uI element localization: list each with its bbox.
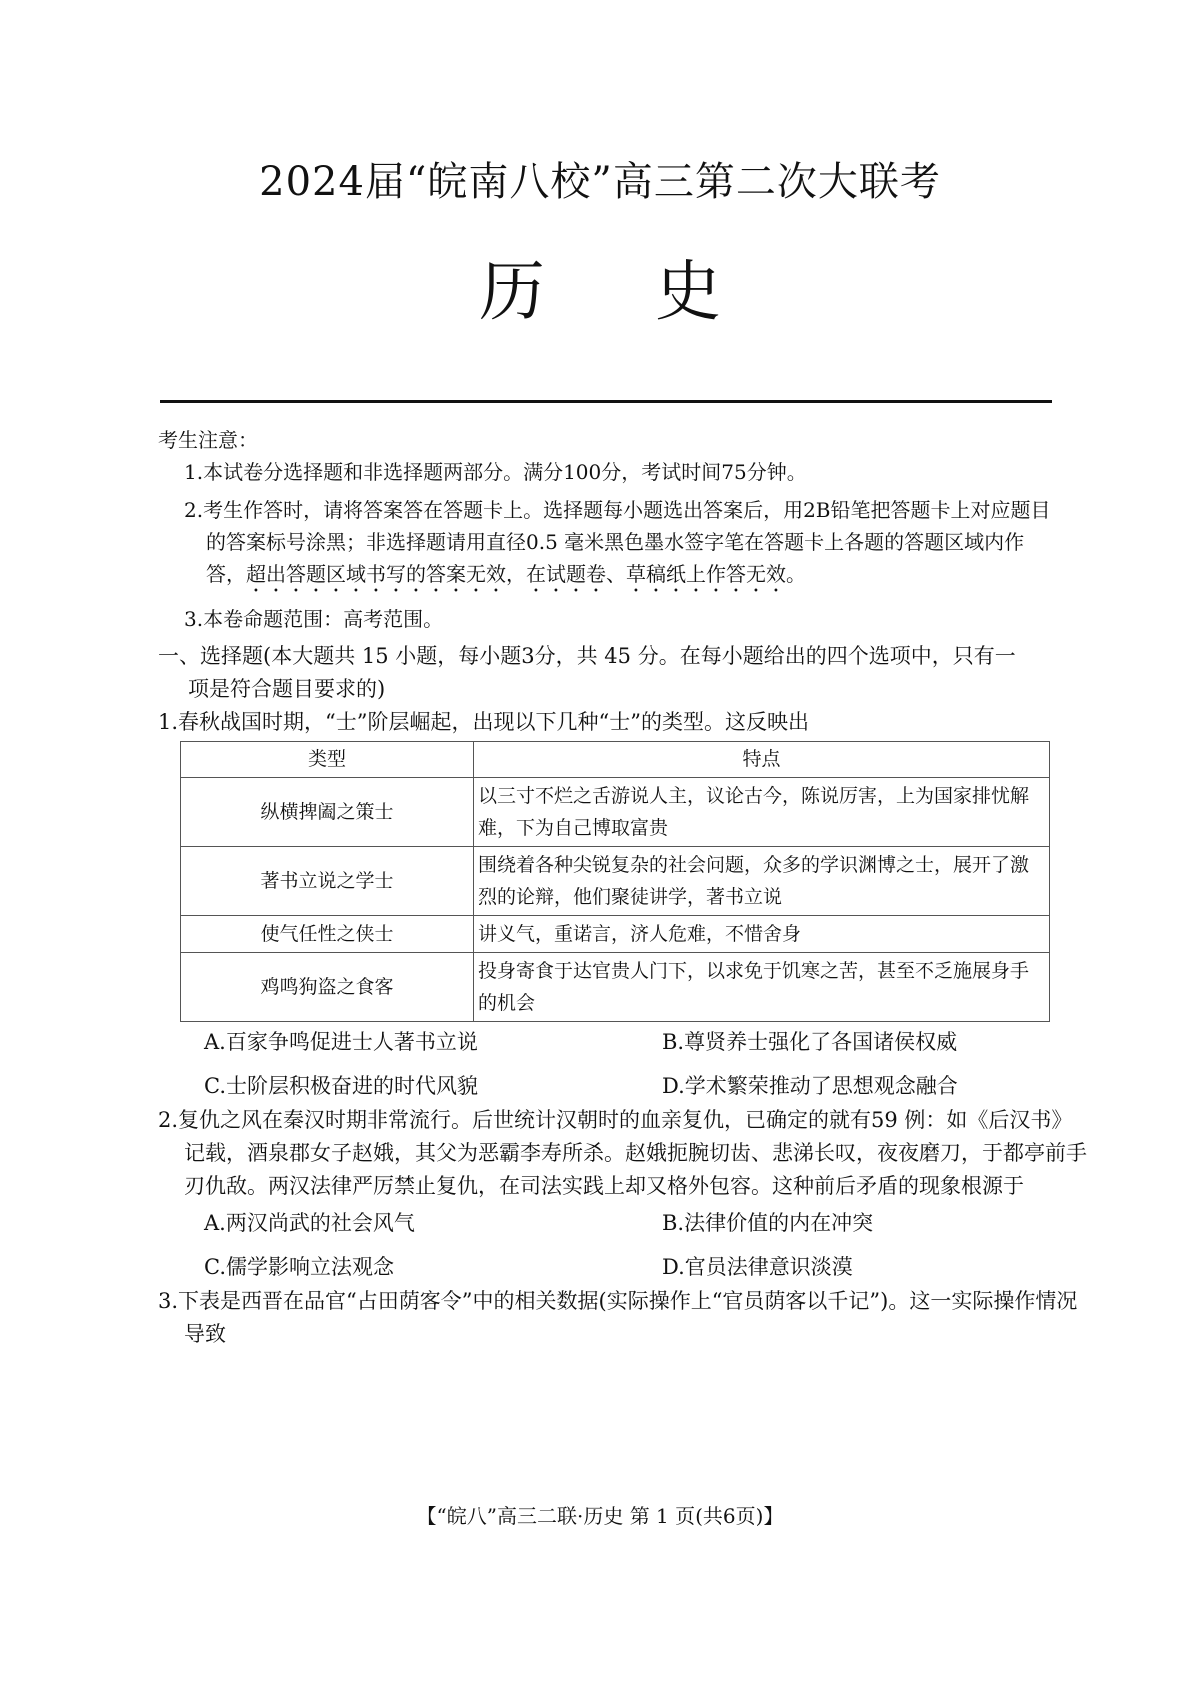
question-2 [158, 1104, 1088, 1285]
section-heading-cont: 项是符合题目要求的) [188, 677, 386, 701]
question-1 [158, 706, 1088, 1104]
notice-block [158, 424, 1058, 635]
table-row [181, 916, 1050, 953]
table-header-row [181, 742, 1050, 778]
notice-item: 1.本试卷分选择题和非选择题两部分。满分100分，考试时间75分钟。 [184, 460, 807, 484]
table-row [181, 847, 1050, 916]
question-stem: 2.复仇之风在秦汉时期非常流行。后世统计汉朝时的血亲复仇，已确定的就有59 例：如《后汉书》记载，酒泉郡女子赵娥，其父为恶霸李寿所杀。赵娥扼腕切齿、悲涕长叹，夜夜磨刀，于都亭前手刃仇敌。两汉法律严厉禁止复仇，在司法实践上却又格外包容。这种前后矛盾的现象根源于 [158, 1108, 1087, 1198]
table-header: 特点 [474, 742, 1050, 778]
section-heading: 一、选择题(本大题共 15 小题，每小题3分，共 45 分。在每小题给出的四个选项中，只有一 [158, 644, 1016, 668]
table-cell-type: 纵横捭阖之策士 [181, 778, 474, 847]
table-header: 类型 [181, 742, 474, 778]
option-c: C.儒学影响立法观念 [204, 1255, 394, 1279]
option-b: B.法律价值的内在冲突 [662, 1211, 874, 1235]
table-cell-type: 著书立说之学士 [181, 847, 474, 916]
table-cell-type: 使气任性之侠士 [181, 916, 474, 953]
question-3 [158, 1285, 1088, 1351]
table-cell-type: 鸡鸣狗盗之食客 [181, 953, 474, 1022]
notice-item [158, 494, 1058, 597]
exam-title: 2024届“皖南八校”高三第二次大联考 [259, 159, 941, 205]
option-b: B.尊贤养士强化了各国诸侯权威 [662, 1030, 958, 1054]
subject-title: 历史 [479, 253, 831, 330]
choice-section [158, 640, 1088, 1351]
table-cell-feature: 讲义气，重诺言，济人危难，不惜舍身 [474, 916, 1050, 953]
table-cell-feature: 投身寄食于达官贵人门下，以求免于饥寒之苦，甚至不乏施展身手的机会 [474, 953, 1050, 1022]
table-cell-feature: 围绕着各种尖锐复杂的社会问题，众多的学识渊博之士，展开了激烈的论辩，他们聚徒讲学，著书立说 [474, 847, 1050, 916]
notice-item-text: 2.考生作答时，请将答案答在答题卡上。选择题每小题选出答案后，用2B铅笔把答题卡上对应题目的答案标号涂黑；非选择题请用直径0.5 毫米黑色墨水签字笔在答题卡上各题的答题区域内作答， [184, 498, 1051, 586]
notice-heading: 考生注意： [158, 428, 258, 452]
answer-options [158, 1205, 1088, 1285]
option-d: D.学术繁荣推动了思想观念融合 [662, 1074, 958, 1098]
option-d: D.官员法律意识淡漠 [662, 1255, 853, 1279]
scholar-types-table [180, 741, 1050, 1022]
option-a: A.两汉尚武的社会风气 [204, 1211, 415, 1235]
page-footer: 【“皖八”高三二联·历史 第 1 页(共6页)】 [416, 1504, 784, 1528]
notice-emphasis: 超出答题区域书写的答案无效，在试题卷、草稿纸上作答无效 [246, 562, 786, 586]
table-row [181, 778, 1050, 847]
option-a: A.百家争鸣促进士人著书立说 [204, 1030, 478, 1054]
notice-item: 3.本卷命题范围：高考范围。 [184, 607, 444, 631]
option-c: C.士阶层积极奋进的时代风貌 [204, 1074, 478, 1098]
question-stem: 1.春秋战国时期，“士”阶层崛起，出现以下几种“士”的类型。这反映出 [158, 710, 809, 734]
table-row [181, 953, 1050, 1022]
question-stem: 3.下表是西晋在品官“占田荫客令”中的相关数据(实际操作上“官员荫客以千记”)。这一实际操作情况导致 [158, 1289, 1078, 1346]
notice-item-end: 。 [786, 562, 806, 586]
title-divider [160, 400, 1052, 403]
answer-options [158, 1024, 1088, 1104]
table-cell-feature: 以三寸不烂之舌游说人主，议论古今，陈说厉害，上为国家排忧解难，下为自己博取富贵 [474, 778, 1050, 847]
